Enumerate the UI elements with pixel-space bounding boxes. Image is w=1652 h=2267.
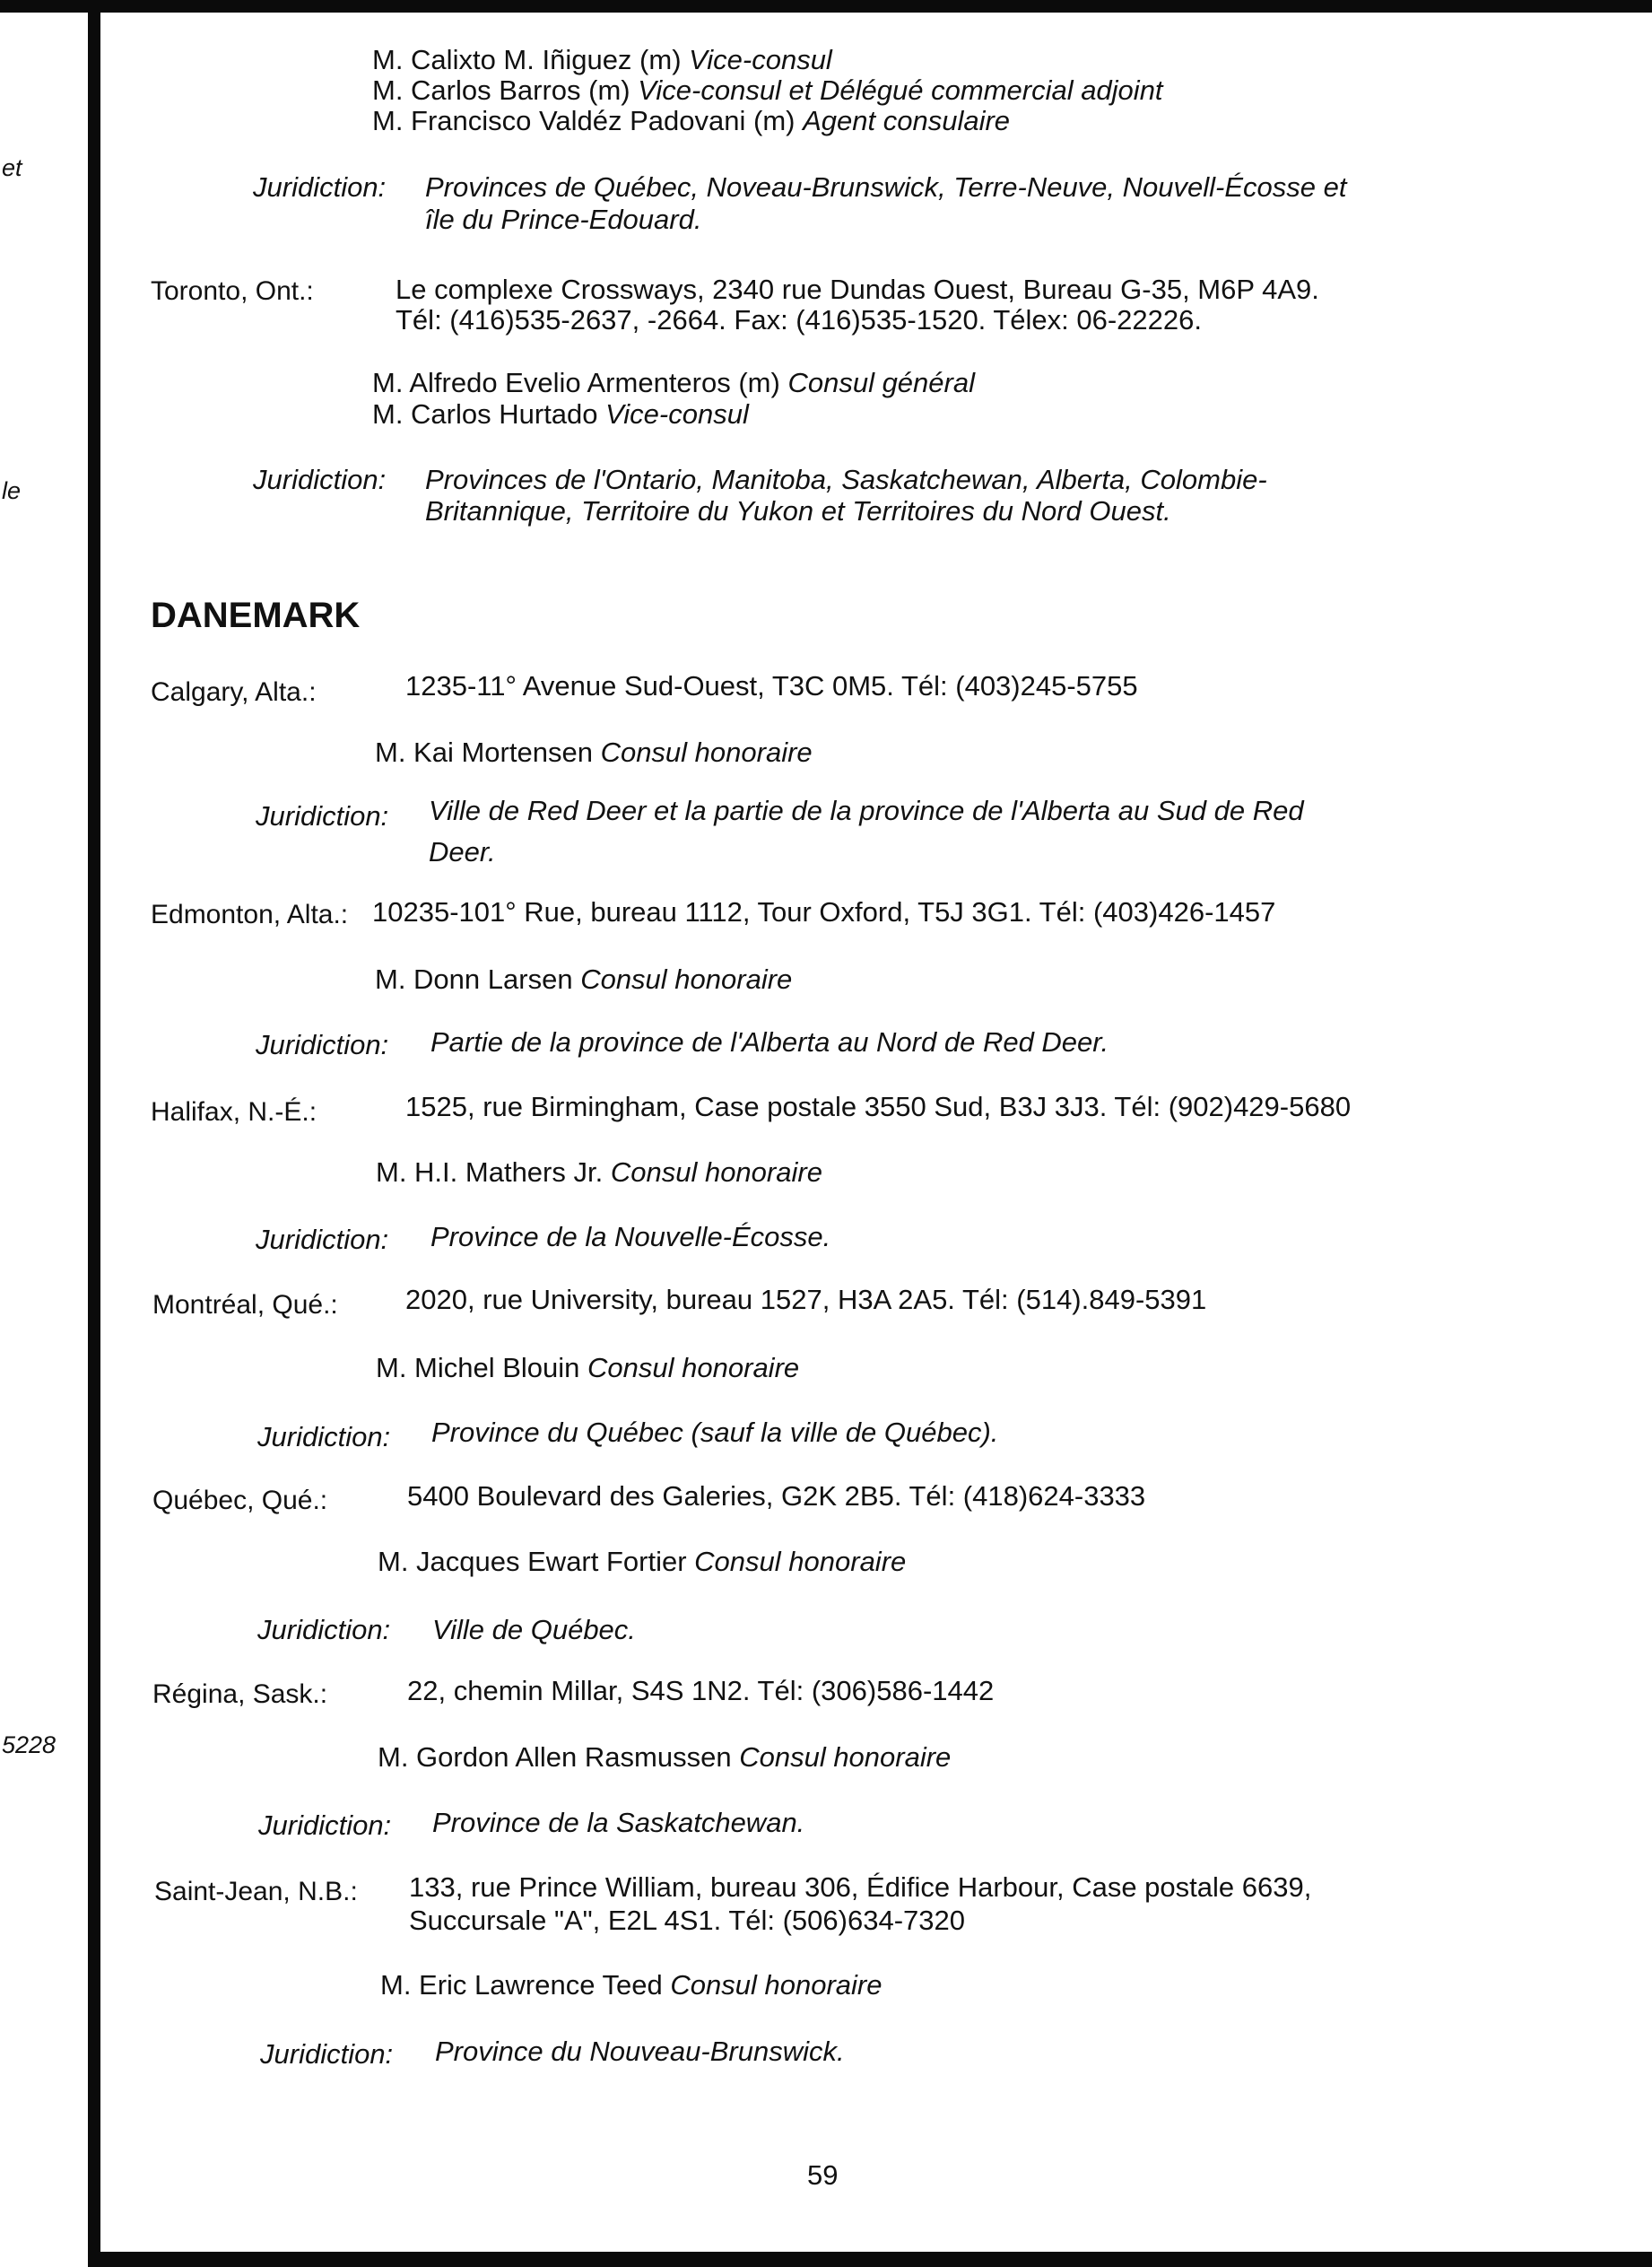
city-label: Saint-Jean, N.B.: — [154, 1877, 358, 1906]
address-line: Tél: (416)535-2637, -2664. Fax: (416)535-1520. Télex: 06-22226. — [396, 304, 1202, 336]
person-line — [378, 1742, 951, 1773]
address-line: Le complexe Crossways, 2340 rue Dundas Ouest, Bureau G-35, M6P 4A9. — [396, 274, 1319, 305]
jurisdiction-text: Province du Québec (sauf la ville de Québec). — [431, 1417, 999, 1448]
jurisdiction-text: Partie de la province de l'Alberta au Nord de Red Deer. — [430, 1026, 1109, 1058]
person-line — [380, 1970, 882, 2001]
jurisdiction-text: île du Prince-Edouard. — [425, 204, 702, 235]
city-label: Calgary, Alta.: — [151, 677, 317, 707]
jurisdiction-label: Juridiction: — [257, 1614, 391, 1645]
person-line — [372, 106, 1010, 136]
address-line: 10235-101° Rue, bureau 1112, Tour Oxford, T5J 3G1. Tél: (403)426-1457 — [372, 896, 1276, 928]
person-name: M. Michel Blouin — [376, 1352, 580, 1383]
address-line: Succursale "A", E2L 4S1. Tél: (506)634-7320 — [409, 1905, 965, 1936]
jurisdiction-text: Britannique, Territoire du Yukon et Territoires du Nord Ouest. — [425, 495, 1171, 527]
jurisdiction-text: Provinces de l'Ontario, Manitoba, Saskatchewan, Alberta, Colombie- — [425, 464, 1267, 495]
person-title: Consul honoraire — [587, 1352, 800, 1383]
section-heading: DANEMARK — [151, 596, 361, 635]
person-title: Consul honoraire — [610, 1156, 822, 1188]
person-line — [375, 964, 792, 995]
person-line — [372, 368, 975, 398]
person-title: Consul général — [787, 367, 975, 398]
person-title: Vice-consul et Délégué commercial adjoint — [638, 74, 1163, 106]
person-name: M. Donn Larsen — [375, 963, 573, 995]
person-line — [376, 1353, 799, 1383]
person-line — [372, 45, 832, 75]
jurisdiction-text: Province du Nouveau-Brunswick. — [435, 2036, 845, 2067]
person-name: M. Jacques Ewart Fortier — [378, 1546, 687, 1577]
city-label: Régina, Sask.: — [152, 1679, 328, 1709]
jurisdiction-label: Juridiction: — [256, 1029, 389, 1060]
jurisdiction-label: Juridiction: — [253, 171, 387, 203]
person-title: Consul honoraire — [739, 1741, 952, 1773]
jurisdiction-text: Province de la Saskatchewan. — [432, 1807, 805, 1838]
person-name: M. Francisco Valdéz Padovani (m) — [372, 105, 796, 136]
city-label: Edmonton, Alta.: — [151, 900, 349, 929]
person-name: M. H.I. Mathers Jr. — [376, 1156, 604, 1188]
city-label: Québec, Qué.: — [152, 1486, 328, 1515]
city-label: Montréal, Qué.: — [152, 1290, 338, 1320]
jurisdiction-label: Juridiction: — [253, 464, 387, 495]
jurisdiction-text: Deer. — [429, 836, 496, 868]
person-name: M. Alfredo Evelio Armenteros (m) — [372, 367, 780, 398]
address-line: 2020, rue University, bureau 1527, H3A 2A5. Tél: (514).849-5391 — [405, 1284, 1207, 1315]
person-name: M. Gordon Allen Rasmussen — [378, 1741, 732, 1773]
jurisdiction-label: Juridiction: — [256, 1224, 389, 1255]
person-title: Vice-consul — [689, 44, 832, 75]
margin-note: le — [2, 477, 22, 504]
person-name: M. Kai Mortensen — [375, 737, 593, 768]
margin-note: 5228 — [2, 1731, 57, 1758]
margin-note: et — [2, 154, 22, 181]
person-line — [375, 737, 813, 768]
person-title: Vice-consul — [605, 398, 749, 430]
jurisdiction-label: Juridiction: — [258, 1809, 392, 1841]
person-line — [378, 1547, 906, 1577]
page-number: 59 — [807, 2159, 839, 2191]
person-title: Consul honoraire — [600, 737, 813, 768]
city-label: Halifax, N.-É.: — [151, 1097, 317, 1127]
person-name: M. Carlos Barros (m) — [372, 74, 630, 106]
city-label: Toronto, Ont.: — [151, 276, 314, 306]
person-title: Agent consulaire — [803, 105, 1011, 136]
address-line: 5400 Boulevard des Galeries, G2K 2B5. Tél: (418)624-3333 — [407, 1480, 1146, 1512]
jurisdiction-label: Juridiction: — [260, 2038, 394, 2070]
jurisdiction-text: Provinces de Québec, Noveau-Brunswick, Terre-Neuve, Nouvell-Écosse et — [425, 171, 1347, 203]
jurisdiction-label: Juridiction: — [257, 1421, 391, 1452]
person-line — [372, 399, 749, 430]
address-line: 133, rue Prince William, bureau 306, Édifice Harbour, Case postale 6639, — [409, 1871, 1312, 1903]
person-line — [372, 75, 1163, 106]
person-title: Consul honoraire — [580, 963, 793, 995]
person-name: M. Calixto M. Iñiguez (m) — [372, 44, 682, 75]
person-line — [376, 1157, 822, 1188]
person-title: Consul honoraire — [670, 1969, 883, 2001]
person-name: M. Eric Lawrence Teed — [380, 1969, 663, 2001]
jurisdiction-text: Ville de Red Deer et la partie de la province de l'Alberta au Sud de Red — [429, 795, 1304, 826]
jurisdiction-text: Ville de Québec. — [432, 1614, 636, 1645]
jurisdiction-label: Juridiction: — [256, 800, 389, 832]
jurisdiction-text: Province de la Nouvelle-Écosse. — [430, 1221, 831, 1252]
address-line: 1525, rue Birmingham, Case postale 3550 Sud, B3J 3J3. Tél: (902)429-5680 — [405, 1091, 1352, 1122]
address-line: 22, chemin Millar, S4S 1N2. Tél: (306)586-1442 — [407, 1675, 995, 1706]
person-title: Consul honoraire — [694, 1546, 907, 1577]
person-name: M. Carlos Hurtado — [372, 398, 598, 430]
address-line: 1235-11° Avenue Sud-Ouest, T3C 0M5. Tél: (403)245-5755 — [405, 670, 1138, 702]
